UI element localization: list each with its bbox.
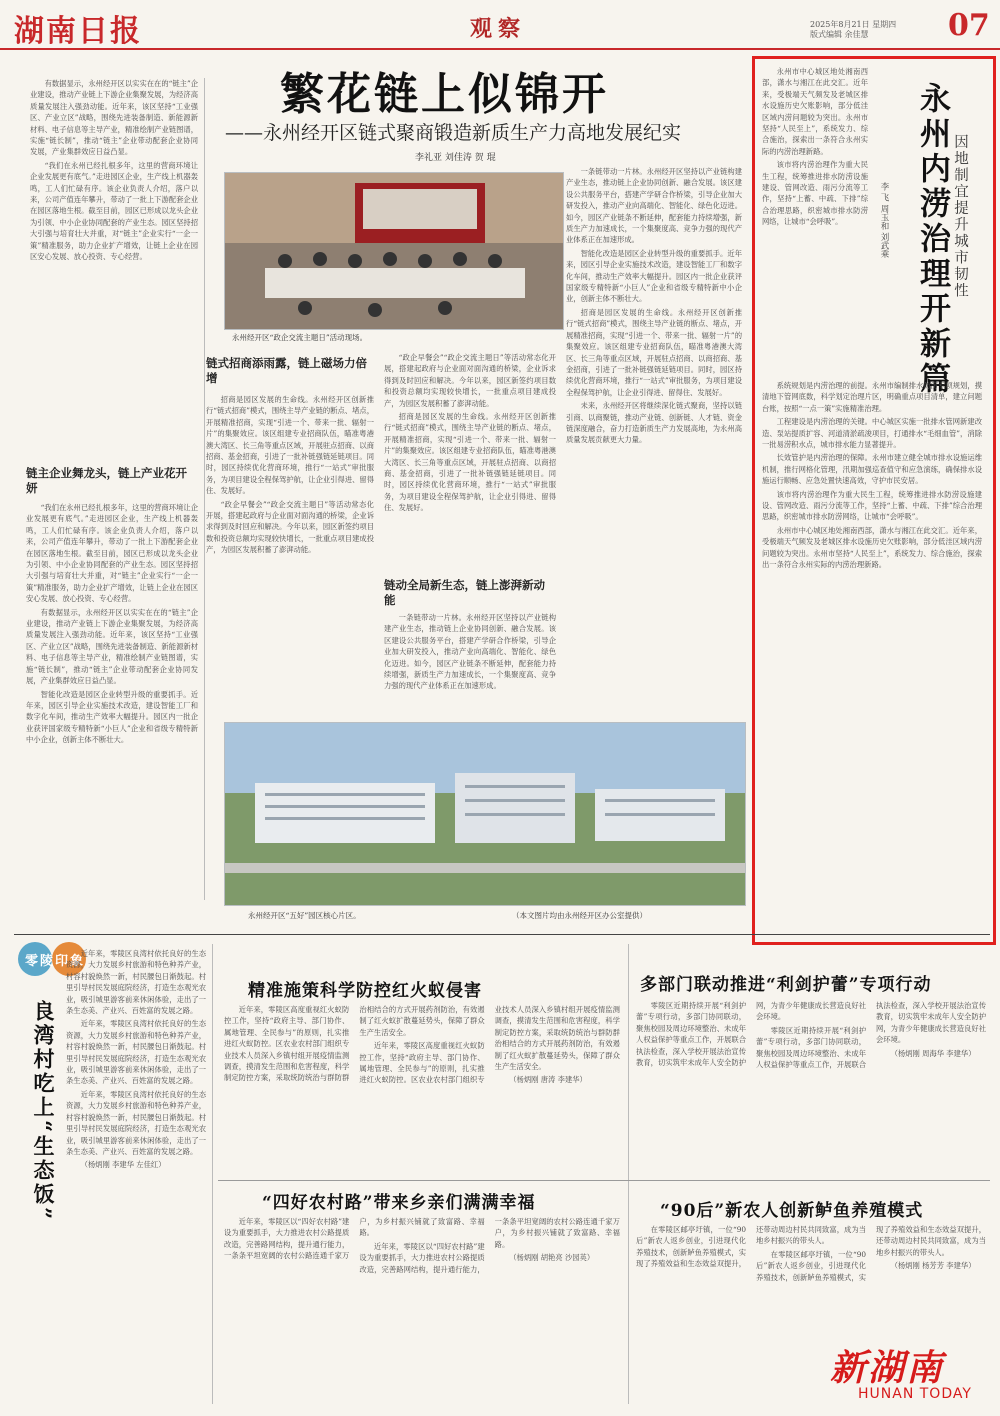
sidebar-column-body (762, 380, 982, 928)
lower-vertical-text (66, 948, 206, 1388)
paragraph: 近年来，零陵区良湾村依托良好的生态资源，大力发展乡村旅游和特色种养产业，村容村貌焕然一新，村民腰包日渐鼓起。村里引导村民发展庭院经济，打造生态观光农业，吸引城里游客前来休闲体验，走出了一条生态美、产业兴、百姓富的发展之路。 (66, 1089, 206, 1156)
photo2-caption: 永州经开区“五好”园区核心片区。 (248, 911, 361, 920)
paragraph: 近年来，零陵区以“四好农村路”建设为重要抓手，大力推进农村公路提质改造，完善路网结构，提升通行能力，一条条平坦宽阔的农村公路连通千家万户，为乡村振兴铺就了致富路、幸福路。 (359, 1217, 620, 1274)
section-heading-1: 链主企业舞龙头，链上产业花开妍 (26, 466, 187, 495)
paragraph: 零陵区近期持续开展“利剑护蕾”专项行动，多部门协同联动，聚焦校园及周边环境整治、未成年人权益保护等重点工作，开展联合执法检查，深入学校开展法治宣传教育，切实筑牢未成年人安全防护网，为青少年健康成长营造良好社会环境。 (756, 1001, 986, 1070)
paragraph: 有数据显示，永州经开区以实实在在的“链主”企业建设，推动产业链上下游企业集聚发展，为经济高质量发展注入强劲动能。近年来，该区坚持“工业强区、产业立区”战略，围绕先进装备制造、新能源新材料、电子信息等主导产业，精准绘制产业链图谱，实施“链长制”，推动“链主”企业带动配套企业协同发展，产业集群效应日益凸显。 (30, 79, 198, 157)
editors: 版式编辑 余佳慧 (810, 30, 869, 39)
paragraph: （杨炳刚 周海华 李建华） (890, 1048, 976, 1058)
left-column-top (30, 78, 198, 443)
left-column-body (26, 502, 198, 894)
paragraph: 在零陵区邮亭圩镇，一位“90后”新农人返乡创业，引进现代化养殖技术，创新鲈鱼养殖模式，实现了养殖效益和生态效益双提升，还带动周边村民共同致富，成为当地乡村振兴的带头人。 (636, 1225, 866, 1269)
paragraph: 智能化改造是园区企业转型升级的重要抓手。近年来，园区引导企业实施技术改造，建设智能工厂和数字化车间，推动生产效率大幅提升。园区内一批企业获评国家级专精特新“小巨人”企业和省级专精特新中小企业，创新主体不断壮大。 (26, 689, 198, 745)
section-heading-2: 链式招商添雨露，链上磁场力倍增 (206, 356, 367, 385)
sidebar-title: 永州内涝治理开新篇 (914, 82, 950, 397)
paragraph: （杨炳刚 杨芳芳 李建华） (890, 1261, 976, 1271)
article4-body (636, 1224, 986, 1334)
paragraph: 招商是园区发展的生命线。永州经开区创新推行“链式招商”模式，围绕主导产业链的断点、堵点，开展精准招商，实现“引进一个、带来一批、辐射一片”的集聚效应。该区组建专业招商队伍，瞄准粤港澳大湾区、长三角等重点区域，开展驻点招商、以商招商、基金招商，引进了一批补链强链延链项目。同时，园区持续优化营商环境，推行“一站式”审批服务，为项目建设全程保驾护航，让企业引得进、留得住、发展好。 (566, 307, 742, 397)
section-heading-3: 链动全局新生态，链上澎湃新动能 (384, 578, 545, 607)
date: 2025年8月21日 星期四 (810, 20, 897, 29)
section-divider (218, 1180, 990, 1181)
paragraph: 长效管护是内涝治理的保障。永州市建立健全城市排水设施运维机制，推行网格化管理，汛期加强巡查值守和应急演练，确保排水设施运行顺畅、应急处置快速高效，守护市民安居。 (762, 453, 982, 486)
newspaper-logo: 湖南日报 (14, 14, 142, 49)
paragraph: （杨炳刚 胡艳亮 沙园英） (509, 1253, 595, 1263)
paragraph: “我们在永州已经扎根多年，这里的营商环境让企业发展更有底气。”走进园区企业，生产线上机器轰鸣，工人们忙碌有序。该企业负责人介绍，落户以来，公司产值连年攀升，带动了一批上下游配套企业在园区落地生根。截至目前，园区已形成以龙头企业为引领、中小企业协同配套的产业生态。园区坚持招大引强与培育壮大并重，对“链主”企业实行“一企一策”精准服务，助力企业扩产增效，让链上企业在园区安心发展、放心投资、专心经营。 (30, 160, 198, 262)
article1-body (224, 1004, 620, 1172)
main-byline: 李礼亚 刘佳涛 贺 琨 (415, 153, 496, 163)
paragraph: 近年来，零陵区高度重视红火蚁防控工作，坚持“政府主导、部门协作、属地管理、全民参与”的原则，扎实推进红火蚁防控。区农业农村部门组织专业技术人员深入乡镇村组开展疫情监测调查，摸清发生范围和危害程度，科学制定防控方案，采取统防统治与群防群治相结合的方式开展药剂防治，有效遏制了红火蚁扩散蔓延势头，保障了群众生产生活安全。 (359, 1005, 620, 1085)
photo-industrial-park (224, 722, 746, 906)
meeting-photo-illustration (225, 173, 563, 329)
main-headline: 繁花链上似锦开 (280, 69, 609, 120)
paragraph: 永州市中心城区地处湘南西部，潇水与湘江在此交汇。近年来，受极端天气频发及老城区排水设施历史欠账影响，部分低洼区域内涝问题较为突出。永州市坚持“人民至上”，系统发力、综合施治，探索出一条符合永州实际的内涝治理新路。 (762, 67, 868, 156)
dateline (810, 20, 950, 40)
paragraph: “政企早餐会”“政企交流主题日”等活动常态化开展，搭建起政府与企业面对面沟通的桥梁，企业诉求得到及时回应和解决。今年以来，园区新签约项目数和投资总额均实现较快增长，一批重点项目建成投产，为园区发展积蓄了澎湃动能。 (206, 499, 374, 555)
photo1-caption: 永州经开区“政企交流主题日”活动现场。 (232, 333, 368, 342)
paragraph: 有数据显示，永州经开区以实实在在的“链主”企业建设，推动产业链上下游企业集聚发展，为经济高质量发展注入强劲动能。近年来，该区坚持“工业强区、产业立区”战略，围绕先进装备制造、新能源新材料、电子信息等主导产业，精准绘制产业链图谱，实施“链长制”，推动“链主”企业带动配套企业协同发展，产业集群效应日益凸显。 (26, 607, 198, 686)
middle-column-1 (206, 394, 374, 714)
section-divider (14, 934, 990, 935)
column-divider (628, 944, 629, 1404)
paragraph: 一条链带动一片林。永州经开区坚持以产业链构建产业生态，推动链上企业协同创新、融合发展。该区建设公共服务平台，搭建产学研合作桥梁，引导企业加大研发投入，推动产业向高端化、智能化、绿色化迈进。如今，园区产业链条不断延伸，配套能力持续增强，新质生产力加速成长，一个集聚度高、竞争力强的现代产业体系正在加速形成。 (384, 613, 556, 691)
paragraph: 近年来，零陵区良湾村依托良好的生态资源，大力发展乡村旅游和特色种养产业，村容村貌焕然一新，村民腰包日渐鼓起。村里引导村民发展庭院经济，打造生态观光农业，吸引城里游客前来休闲体验，走出了一条生态美、产业兴、百姓富的发展之路。 (66, 949, 206, 1016)
column-divider (212, 944, 213, 1404)
watermark-logo: 新湖南 (830, 1347, 945, 1389)
paragraph: 工程建设是内涝治理的关键。中心城区实施一批排水管网新建改造、泵站提质扩容、河道清淤疏浚项目，打通排水“毛细血管”，消除一批易涝积水点，城市排水能力显著提升。 (762, 417, 982, 450)
article1-title: 精准施策科学防控红火蚁侵害 (248, 981, 482, 1001)
paragraph: 零陵区近期持续开展“利剑护蕾”专项行动，多部门协同联动，聚焦校园及周边环境整治、未成年人权益保护等重点工作，开展联合执法检查，深入学校开展法治宣传教育，切实筑牢未成年人安全防护网，为青少年健康成长营造良好社会环境。 (636, 1001, 866, 1068)
paragraph: 近年来，零陵区高度重视红火蚁防控工作，坚持“政府主导、部门协作、属地管理、全民参与”的原则，扎实推进红火蚁防控。区农业农村部门组织专业技术人员深入乡镇村组开展疫情监测调查，摸清发生范围和危害程度，科学制定防控方案，采取统防统治与群防群治相结合的方式开展药剂防治，有效遏制了红火蚁扩散蔓延势头，保障了群众生产生活安全。 (224, 1005, 485, 1083)
paragraph: 永州市中心城区地处湘南西部，潇水与湘江在此交汇。近年来，受极端天气频发及老城区排水设施历史欠账影响，部分低洼区域内涝问题较为突出。永州市坚持“人民至上”，系统发力、综合施治，探索出一条符合永州实际的内涝治理新路。 (762, 525, 982, 570)
watermark-logo-en: HUNAN TODAY (858, 1386, 972, 1402)
right-body-column (566, 166, 742, 716)
article4-title: “90后”新农人创新鲈鱼养殖模式 (660, 1201, 924, 1221)
middle-column-2 (384, 352, 556, 564)
paragraph: 该市将内涝治理作为重大民生工程，统筹推进排水防涝设施建设、管网改造、雨污分流等工作，坚持“上蓄、中疏、下排”综合治理思路，织密城市排水防涝网络，让城市“会呼吸”。 (762, 160, 868, 227)
article3-body (224, 1216, 620, 1402)
paragraph: 招商是园区发展的生命线。永州经开区创新推行“链式招商”模式，围绕主导产业链的断点、堵点，开展精准招商，实现“引进一个、带来一批、辐射一片”的集聚效应。该区组建专业招商队伍，瞄准粤港澳大湾区、长三角等重点区域，开展驻点招商、以商招商、基金招商，引进了一批补链强链延链项目。同时，园区持续优化营商环境，推行“一站式”审批服务，为项目建设全程保驾护航，让企业引得进、留得住、发展好。 (384, 412, 556, 513)
paragraph: 未来，永州经开区将继续深化链式聚商，坚持以链引商、以商聚链，推动产业链、创新链、人才链、资金链深度融合，奋力打造新质生产力发展高地，为永州高质量发展贡献更大力量。 (566, 401, 742, 445)
sidebar-column-top (762, 66, 868, 366)
badge-title: 零陵印象 (24, 954, 85, 969)
paragraph: 一条链带动一片林。永州经开区坚持以产业链构建产业生态，推动链上企业协同创新、融合发展。该区建设公共服务平台，搭建产学研合作桥梁，引导企业加大研发投入，推动产业向高端化、智能化、绿色化迈进。如今，园区产业链条不断延伸，配套能力持续增强，新质生产力加速成长，一个集聚度高、竞争力强的现代产业体系正在加速形成。 (566, 167, 742, 245)
paragraph: 近年来，零陵区以“四好农村路”建设为重要抓手，大力推进农村公路提质改造，完善路网结构，提升通行能力，一条条平坦宽阔的农村公路连通千家万户，为乡村振兴铺就了致富路、幸福路。 (224, 1217, 485, 1261)
paragraph: “我们在永州已经扎根多年，这里的营商环境让企业发展更有底气。”走进园区企业，生产线上机器轰鸣，工人们忙碌有序。该企业负责人介绍，落户以来，公司产值连年攀升，带动了一批上下游配套企业在园区落地生根。截至目前，园区已形成以龙头企业为引领、中小企业协同配套的产业生态。园区坚持招大引强与培育壮大并重，对“链主”企业实行“一企一策”精准服务，助力企业扩产增效，让链上企业在园区安心发展、放心投资、专心经营。 (26, 503, 198, 604)
park-photo-illustration (225, 723, 745, 905)
article2-body (636, 1000, 986, 1170)
article2-title: 多部门联动推进“利剑护蕾”专项行动 (640, 975, 932, 995)
photo-meeting (224, 172, 564, 330)
paragraph: 系统规划是内涝治理的前提。永州市编制排水防涝专项规划，摸清地下管网底数，科学划定治理片区，明确重点项目清单，建立问题台账，按照“一点一策”实施精准治理。 (762, 381, 982, 413)
paragraph: 招商是园区发展的生命线。永州经开区创新推行“链式招商”模式，围绕主导产业链的断点、堵点，开展精准招商，实现“引进一个、带来一批、辐射一片”的集聚效应。该区组建专业招商队伍，瞄准粤港澳大湾区、长三角等重点区域，开展驻点招商、以商招商、基金招商，引进了一批补链强链延链项目。同时，园区持续优化营商环境，推行“一站式”审批服务，为项目建设全程保驾护航，让企业引得进、留得住、发展好。 (206, 395, 374, 496)
middle-column-3 (384, 612, 556, 716)
page-number: 07 (948, 8, 990, 43)
paragraph: 在零陵区邮亭圩镇，一位“90后”新农人返乡创业，引进现代化养殖技术，创新鲈鱼养殖模式，实现了养殖效益和生态效益双提升，还带动周边村民共同致富，成为当地乡村振兴的带头人。 (756, 1225, 986, 1282)
paragraph: 该市将内涝治理作为重大民生工程，统筹推进排水防涝设施建设、管网改造、雨污分流等工作，坚持“上蓄、中疏、下排”综合治理思路，织密城市排水防涝网络，让城市“会呼吸”。 (762, 489, 982, 522)
sidebar-byline: 李 飞 周玉和 刘武乘 (879, 182, 889, 259)
section-title: 观察 (470, 16, 527, 42)
article3-title: “四好农村路”带来乡亲们满满幸福 (262, 1193, 536, 1213)
lower-vertical-title: 良湾村吃上“生态饭” (31, 1000, 56, 1223)
sidebar-subtitle: 因地制宜提升城市韧性 (952, 134, 968, 299)
paragraph: 智能化改造是园区企业转型升级的重要抓手。近年来，园区引导企业实施技术改造，建设智能工厂和数字化车间，推动生产效率大幅提升。园区内一批企业获评国家级专精特新“小巨人”企业和省级专精特新中小企业，创新主体不断壮大。 (566, 248, 742, 304)
paragraph: 近年来，零陵区良湾村依托良好的生态资源，大力发展乡村旅游和特色种养产业，村容村貌焕然一新，村民腰包日渐鼓起。村里引导村民发展庭院经济，打造生态观光农业，吸引城里游客前来休闲体验，走出了一条生态美、产业兴、百姓富的发展之路。 (66, 1019, 206, 1086)
paragraph: “政企早餐会”“政企交流主题日”等活动常态化开展，搭建起政府与企业面对面沟通的桥梁，企业诉求得到及时回应和解决。今年以来，园区新签约项目数和投资总额均实现较快增长，一批重点项目建成投产，为园区发展积蓄了澎湃动能。 (384, 353, 556, 408)
column-divider (204, 78, 205, 900)
main-subhead: ——永州经开区链式聚商锻造新质生产力高地发展纪实 (225, 122, 682, 144)
paragraph: （杨炳刚 唐涛 李建华） (509, 1075, 587, 1085)
paragraph: （杨炳刚 李建华 左佳红） (80, 1160, 166, 1170)
photo-credit: （本文图片均由永州经开区办公室提供） (512, 911, 647, 920)
